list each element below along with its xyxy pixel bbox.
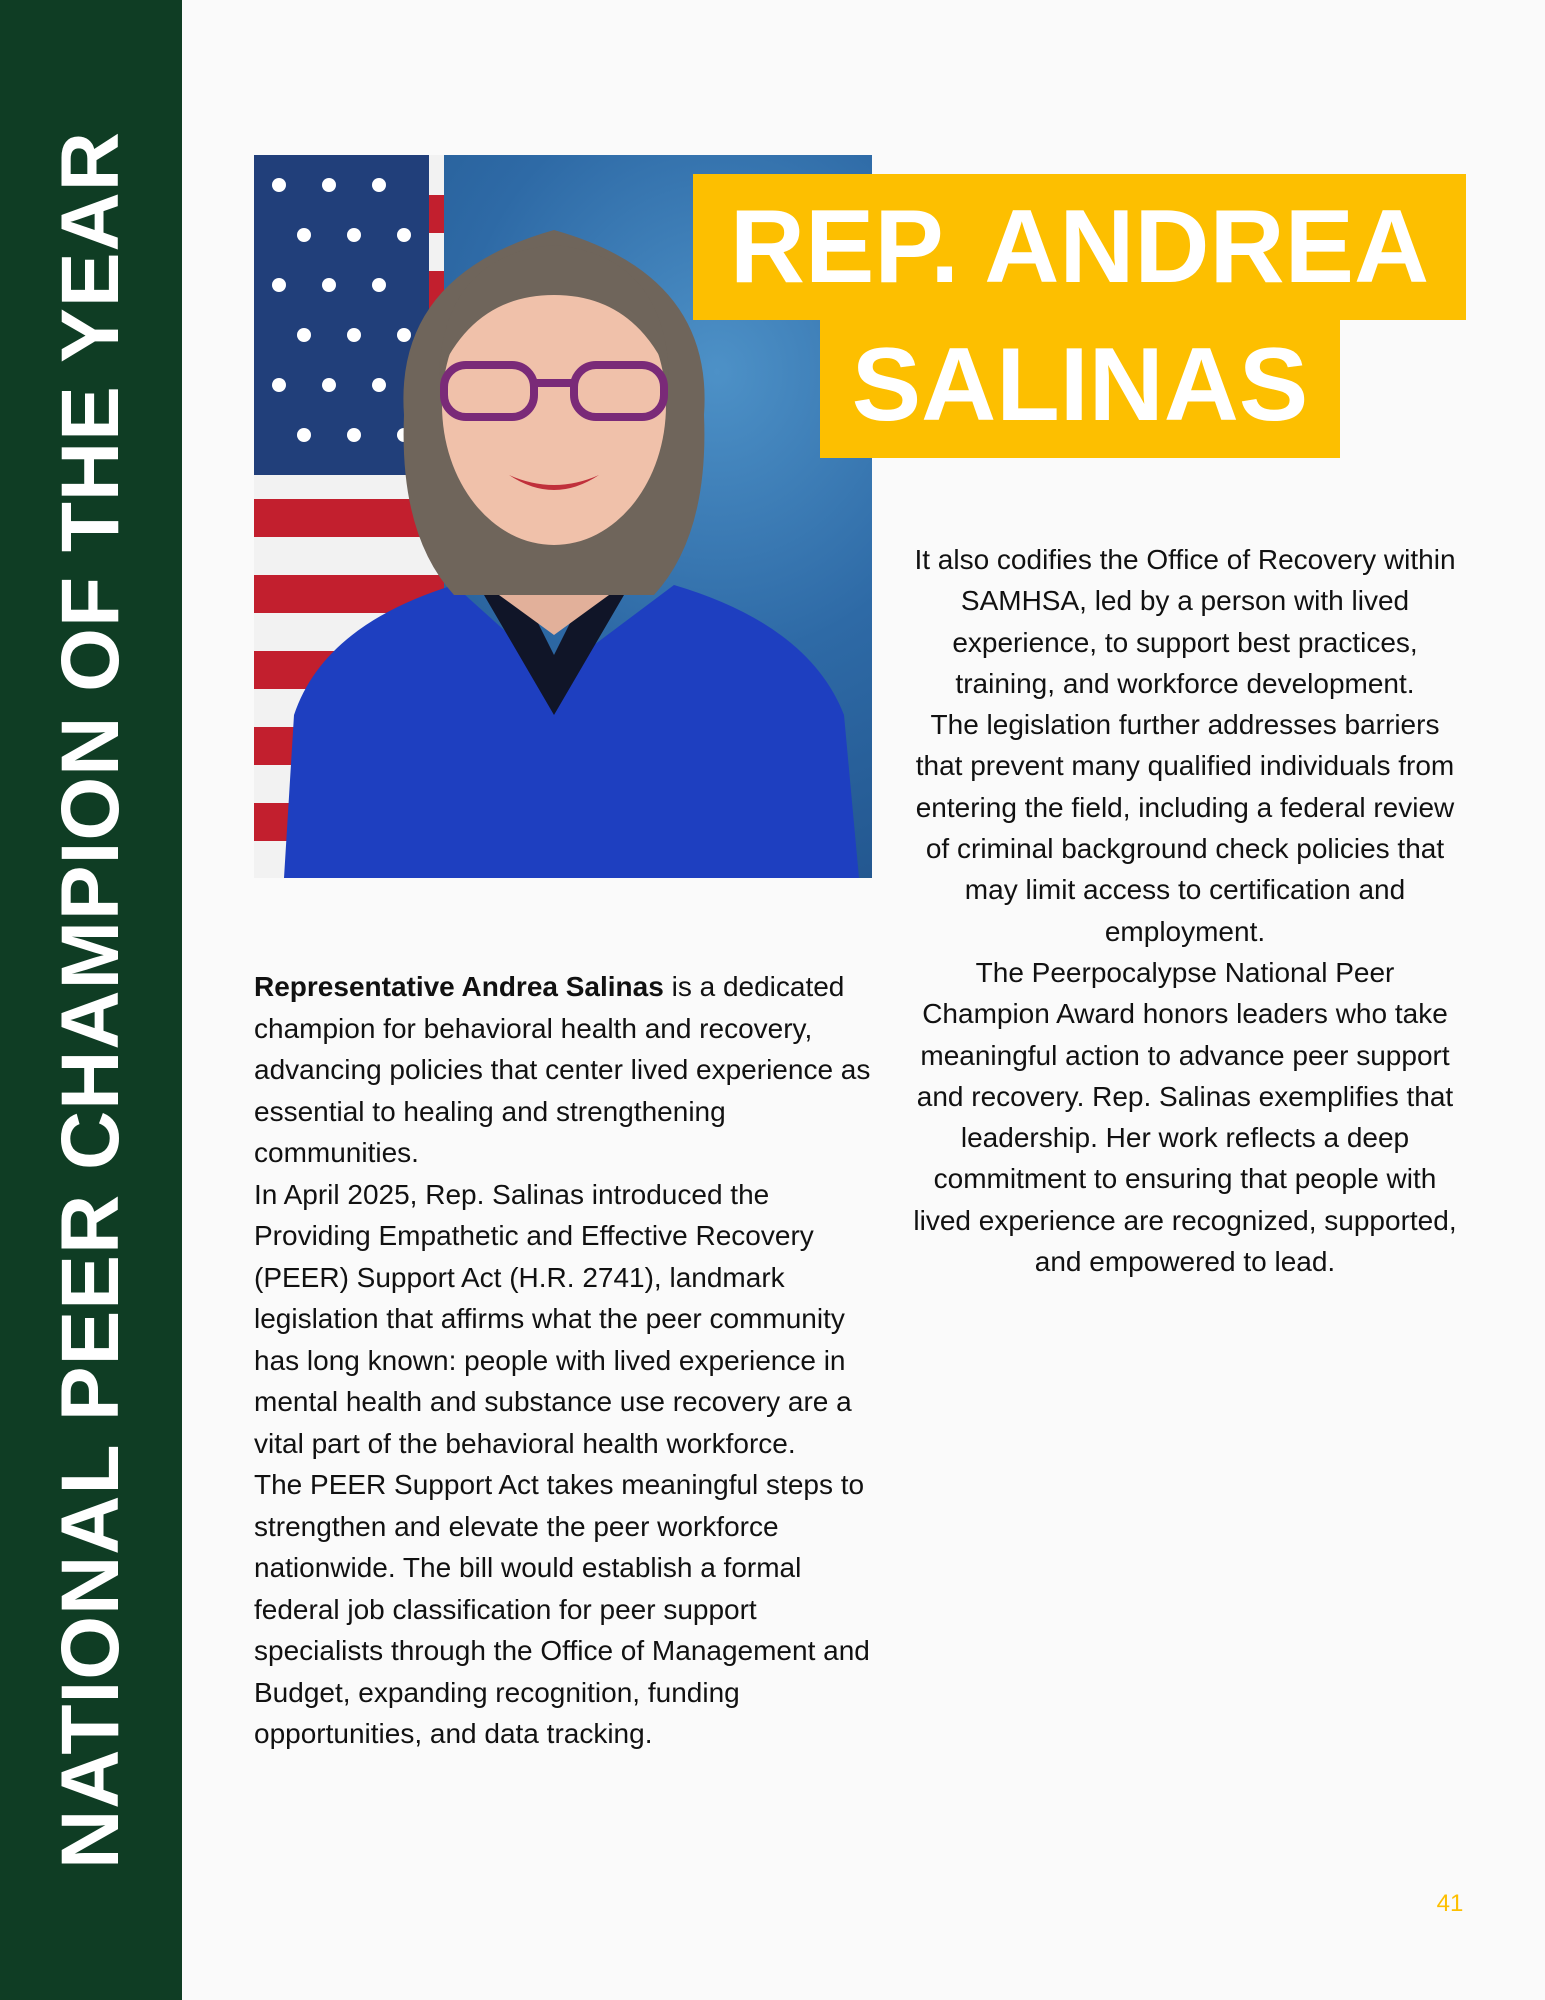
right-paragraph-1: It also codifies the Office of Recovery within SAMHSA, led by a person with lived experience, to support best practices, training, and workforce development.: [914, 544, 1456, 699]
headline-line-1: REP. ANDREA: [693, 174, 1466, 320]
page-number: 41: [1436, 1890, 1464, 1917]
left-column: [254, 966, 884, 1755]
right-paragraph-2: The legislation further addresses barriers that prevent many qualified individuals from entering the field, including a federal review of criminal background check policies that may limit access to certification and employment.: [915, 709, 1455, 947]
side-band: [0, 0, 182, 2000]
intro-text: is a dedicated champion for behavioral health and recovery, advancing policies that center lived experience as essential to healing and strengthening communities.: [254, 971, 871, 1168]
headline-line-2: SALINAS: [820, 320, 1340, 458]
left-paragraph-3: The PEER Support Act takes meaningful steps to strengthen and elevate the peer workforce nationwide. The bill would establish a formal federal job classification for peer support specialists through the Office of Management and Budget, expanding recognition, funding opportunities, and data tracking.: [254, 1469, 870, 1749]
section-title: NATIONAL PEER CHAMPION OF THE YEAR: [45, 131, 136, 1869]
right-paragraph-3: The Peerpocalypse National Peer Champion Award honors leaders who take meaningful action to advance peer support and recovery. Rep. Salinas exemplifies that leadership. Her work reflects a deep commitment to ensuring that people with lived experience are recognized, supported, and empowered to lead.: [913, 956, 1457, 1278]
intro-paragraph: [254, 966, 884, 1174]
intro-bold-name: Representative Andrea Salinas: [254, 971, 664, 1002]
right-column: [910, 539, 1460, 1282]
left-paragraph-2: In April 2025, Rep. Salinas introduced the Providing Empathetic and Effective Recovery (PEER) Support Act (H.R. 2741), landmark legislation that affirms what the peer community has long known: people with lived experience in mental health and substance use recovery are a vital part of the behavioral health workforce.: [254, 1178, 852, 1459]
